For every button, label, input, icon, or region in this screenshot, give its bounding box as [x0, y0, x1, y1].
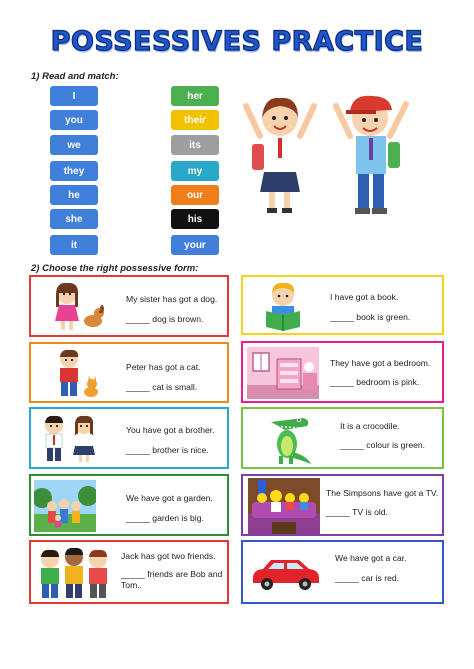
card-3-blank-sentence[interactable]: _____ cat is small. — [126, 382, 198, 392]
card-9-blank-sentence[interactable]: _____ friends are Bob and Tom.. — [121, 569, 223, 590]
match-word-left-1[interactable]: I — [50, 86, 98, 106]
red-car-icon — [249, 556, 321, 592]
exercise-card-7 — [29, 474, 229, 536]
simpsons-tv-icon — [248, 478, 320, 534]
card-4-sentence: They have got a bedroom. — [330, 358, 431, 368]
card-7-sentence: We have got a garden. — [126, 493, 213, 503]
card-8-sentence: The Simpsons have got a TV. — [326, 488, 439, 498]
card-2-sentence: I have got a book. — [330, 292, 399, 302]
section2-label: 2) Choose the right possessive form: — [31, 263, 199, 274]
brother-and-sister-icon — [36, 413, 104, 465]
card-10-sentence: We have got a car. — [335, 553, 407, 563]
exercise-card-5 — [29, 407, 229, 469]
match-word-right-4[interactable]: my — [171, 161, 219, 181]
match-word-right-1[interactable]: her — [171, 86, 219, 106]
card-10-blank-sentence[interactable]: _____ car is red. — [335, 573, 400, 583]
card-5-sentence: You have got a brother. — [126, 425, 215, 435]
match-word-right-2[interactable]: their — [171, 110, 219, 130]
section1-label: 1) Read and match: — [31, 71, 119, 82]
card-3-sentence: Peter has got a cat. — [126, 362, 201, 372]
match-word-left-4[interactable]: they — [50, 161, 98, 181]
card-6-sentence: It is a crocodile. — [340, 421, 400, 431]
exercise-card-2 — [241, 275, 444, 335]
card-1-blank-sentence[interactable]: _____ dog is brown. — [126, 314, 204, 324]
match-word-left-2[interactable]: you — [50, 110, 98, 130]
card-9-sentence: Jack has got two friends. — [121, 551, 216, 561]
three-friends-icon — [36, 545, 112, 601]
exercise-card-4 — [241, 341, 444, 403]
kids-illustration — [238, 88, 418, 218]
bedroom-icon — [247, 347, 319, 399]
match-word-left-7[interactable]: it — [50, 235, 98, 255]
card-5-blank-sentence[interactable]: _____ brother is nice. — [126, 445, 209, 455]
match-word-right-7[interactable]: your — [171, 235, 219, 255]
boy-reading-icon — [261, 281, 306, 331]
match-word-right-6[interactable]: his — [171, 209, 219, 229]
card-6-blank-sentence[interactable]: _____ colour is green. — [340, 440, 426, 450]
kids-waving-icon — [238, 88, 418, 218]
exercise-card-1 — [29, 275, 229, 337]
match-word-left-5[interactable]: he — [50, 185, 98, 205]
exercise-card-9 — [29, 540, 229, 604]
exercise-card-6 — [241, 407, 444, 469]
card-1-sentence: My sister has got a dog. — [126, 294, 218, 304]
card-7-blank-sentence[interactable]: _____ garden is big. — [126, 513, 204, 523]
match-word-right-3[interactable]: its — [171, 135, 219, 155]
crocodile-icon — [263, 412, 315, 466]
boy-with-cat-icon — [53, 348, 103, 400]
match-word-right-5[interactable]: our — [171, 185, 219, 205]
card-8-blank-sentence[interactable]: _____ TV is old. — [326, 507, 388, 517]
exercise-card-8 — [241, 474, 444, 536]
girl-with-dog-icon — [41, 281, 111, 333]
exercise-card-10 — [241, 540, 444, 604]
exercise-card-3 — [29, 342, 229, 403]
match-word-left-3[interactable]: we — [50, 135, 98, 155]
card-4-blank-sentence[interactable]: _____ bedroom is pink. — [330, 377, 420, 387]
page-title: POSSESSIVES PRACTICE — [50, 26, 424, 57]
family-garden-icon — [34, 480, 96, 532]
match-word-left-6[interactable]: she — [50, 209, 98, 229]
card-2-blank-sentence[interactable]: _____ book is green. — [330, 312, 411, 322]
